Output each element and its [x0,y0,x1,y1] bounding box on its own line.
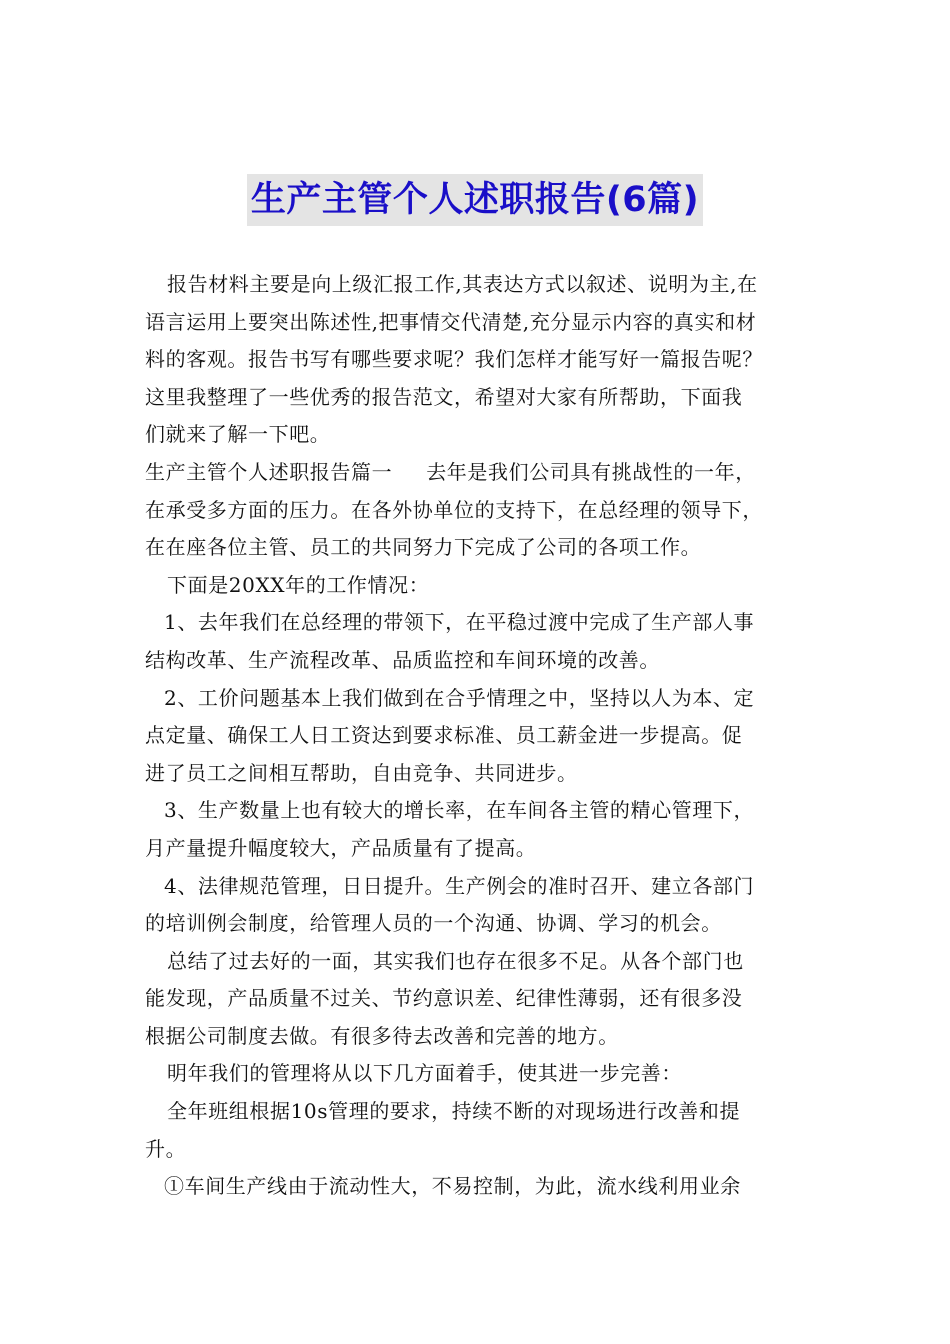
document-title: 生产主管个人述职报告(6篇) [247,174,703,226]
document-body [145,266,825,1206]
body-line: 能发现，产品质量不过关、节约意识差、纪律性薄弱，还有很多没 [145,986,743,1011]
body-line: 们就来了解一下吧。 [145,422,331,447]
body-line: 料的客观。报告书写有哪些要求呢？我们怎样才能写好一篇报告呢？ [145,347,763,372]
body-line: 升。 [145,1136,187,1161]
body-line: 这里我整理了一些优秀的报告范文，希望对大家有所帮助，下面我 [145,384,743,409]
body-line: 结构改革、生产流程改革、品质监控和车间环境的改善。 [145,647,660,672]
body-line: 月产量提升幅度较大，产品质量有了提高。 [145,835,537,860]
body-line: 下面是20XX年的工作情况： [167,572,430,597]
body-line: 根据公司制度去做。有很多待去改善和完善的地方。 [145,1023,619,1048]
body-line: 点定量、确保工人日工资达到要求标准、员工薪金进一步提高。促 [145,723,743,748]
list-item-line: 2、工价问题基本上我们做到在合乎情理之中，坚持以人为本、定 [164,685,755,710]
list-item-line: 1、去年我们在总经理的带领下，在平稳过渡中完成了生产部人事 [164,610,755,635]
body-text-span: 去年是我们公司具有挑战性的一年， [426,459,756,484]
section-heading-line [145,454,825,492]
body-line: 全年班组根据10s管理的要求，持续不断的对现场进行改善和提 [167,1099,741,1124]
title-container [0,174,950,226]
body-line: 进了员工之间相互帮助，自由竞争、共同进步。 [145,760,578,785]
section-heading: 生产主管个人述职报告篇一 [145,459,393,484]
list-item-line: 3、生产数量上也有较大的增长率，在车间各主管的精心管理下， [164,798,755,823]
body-line: 明年我们的管理将从以下几方面着手，使其进一步完善： [167,1061,682,1086]
body-line: 报告材料主要是向上级汇报工作,其表达方式以叙述、说明为主,在 [167,272,758,296]
body-line: 在承受多方面的压力。在各外协单位的支持下，在总经理的领导下， [145,497,763,522]
body-line: 语言运用上要突出陈述性,把事情交代清楚,充分显示内容的真实和材 [145,309,757,334]
body-line: 在在座各位主管、员工的共同努力下完成了公司的各项工作。 [145,535,702,560]
body-line: 总结了过去好的一面，其实我们也存在很多不足。从各个部门也 [167,948,744,973]
body-line: 的培训例会制度，给管理人员的一个沟通、协调、学习的机会。 [145,911,722,936]
list-item-line: 4、法律规范管理，日日提升。生产例会的准时召开、建立各部门 [164,873,755,898]
list-item-line: ①车间生产线由于流动性大，不易控制，为此，流水线利用业余 [164,1174,741,1199]
